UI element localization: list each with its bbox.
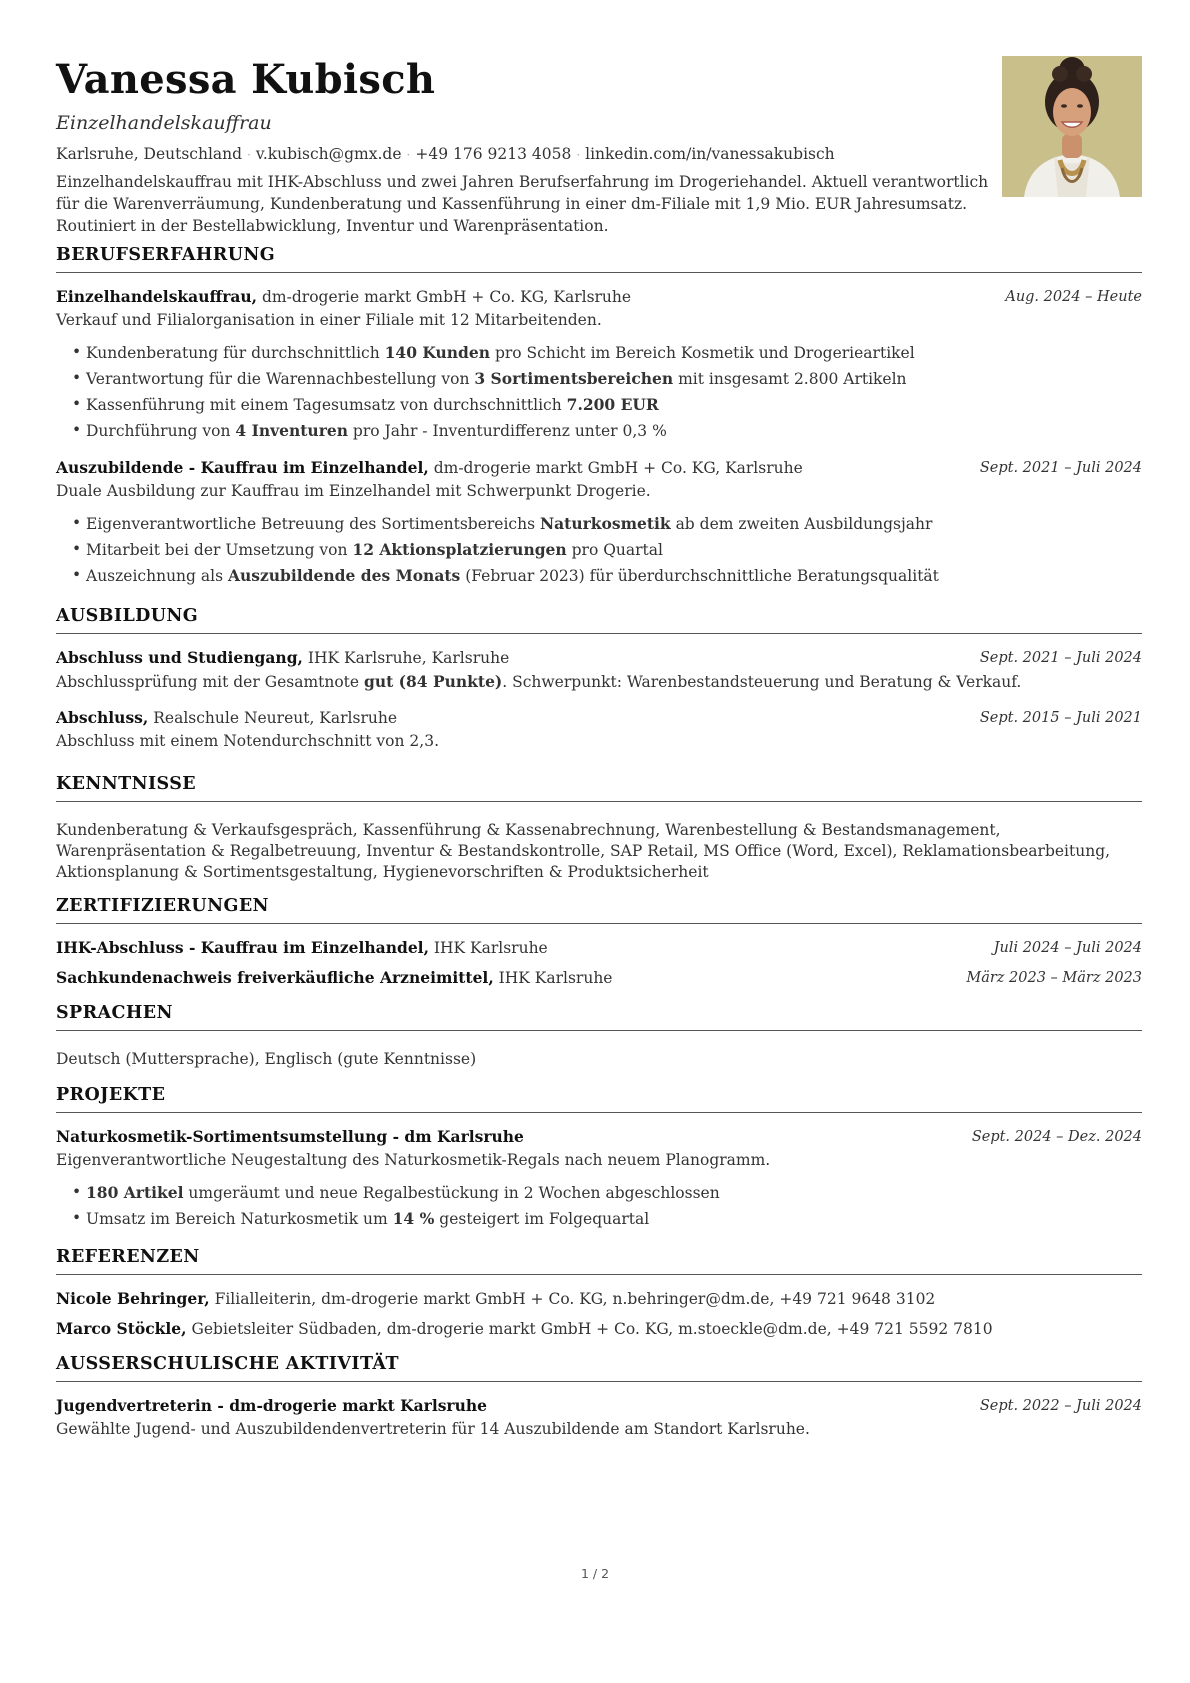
project-entry (56, 1125, 1142, 1232)
entry-organization: IHK Karlsruhe (493, 969, 613, 987)
bullet-highlight: 4 Inventuren (235, 421, 348, 440)
entry-role: Jugendvertreterin - dm-drogerie markt Karlsruhe (56, 1396, 487, 1415)
reference-name: Nicole Behringer, (56, 1289, 210, 1308)
profile-summary: Einzelhandelskauffrau mit IHK-Abschluss und zwei Jahren Berufserfahrung im Drogeriehandel. Aktuell verantwortlich für die Warenverräumung, Kundenberatung und Kassenführung in einer dm-Filiale mit 1,9 Mio. EUR Jahresumsatz. Routiniert in der Bestellabwicklung, Inventur und Warenpräsentation. (56, 173, 989, 235)
entry-heading (56, 936, 1142, 960)
bullet-list (56, 340, 1142, 444)
bullet-text: Eigenverantwortliche Betreuung des Sortimentsbereichs (86, 515, 540, 533)
entry-role: Auszubildende - Kauffrau im Einzelhandel, (56, 458, 429, 477)
bullet-text: (Februar 2023) für überdurchschnittliche Beratungsqualität (460, 567, 939, 585)
entry-organization: dm-drogerie markt GmbH + Co. KG, Karlsruhe (428, 459, 803, 477)
bullet-item (86, 366, 1142, 392)
entry-date: Sept. 2015 – Juli 2021 (979, 710, 1142, 726)
section-title: PROJEKTE (56, 1082, 1142, 1113)
certification-entry (56, 936, 1142, 960)
bullet-highlight: Auszubildende des Monats (227, 566, 461, 585)
bullet-item (86, 392, 1142, 418)
section-experience (56, 242, 1142, 589)
bullet-text: Durchführung von (86, 422, 236, 440)
education-entry (56, 706, 1142, 753)
description-text: . Schwerpunkt: Warenbestandsteuerung und Beratung & Verkauf. (502, 673, 1022, 691)
entry-description (56, 670, 1142, 694)
bullet-text: Verantwortung für die Warennachbestellung von (86, 370, 475, 388)
section-title: KENNTNISSE (56, 771, 1142, 802)
section-references (56, 1244, 1142, 1341)
entry-organization: IHK Karlsruhe, Karlsruhe (302, 649, 510, 667)
entry-role: Einzelhandelskauffrau, (56, 287, 258, 306)
resume-header (56, 52, 1142, 242)
reference-entry (56, 1317, 1142, 1341)
entry-description: Eigenverantwortliche Neugestaltung des Naturkosmetik-Regals nach neuem Planogramm. (56, 1151, 771, 1169)
bullet-highlight: Naturkosmetik (539, 514, 671, 533)
section-activities (56, 1351, 1142, 1441)
section-title: AUSSERSCHULISCHE AKTIVITÄT (56, 1351, 1142, 1382)
bullet-text: pro Quartal (566, 541, 663, 559)
profile-photo (1002, 56, 1142, 197)
bullet-item (86, 418, 1142, 444)
bullet-item (86, 1180, 1142, 1206)
section-title: SPRACHEN (56, 1000, 1142, 1031)
bullet-highlight: 180 Artikel (86, 1183, 184, 1202)
separator-dot: · (247, 148, 251, 162)
portrait-icon (1002, 56, 1142, 197)
entry-description: Abschluss mit einem Notendurchschnitt von 2,3. (56, 732, 440, 750)
section-education (56, 603, 1142, 753)
entry-date: Sept. 2024 – Dez. 2024 (971, 1129, 1142, 1145)
bullet-item (86, 563, 1142, 589)
bullet-list (56, 511, 1142, 589)
entry-role: IHK-Abschluss - Kauffrau im Einzelhandel, (56, 938, 429, 957)
bullet-item (86, 1206, 1142, 1232)
entry-description: Duale Ausbildung zur Kauffrau im Einzelhandel mit Schwerpunkt Drogerie. (56, 482, 651, 500)
entry-date: Sept. 2022 – Juli 2024 (979, 1398, 1142, 1414)
section-certifications (56, 893, 1142, 990)
entry-role: Abschluss und Studiengang, (56, 648, 303, 667)
section-languages (56, 1000, 1142, 1070)
bullet-text: Kassenführung mit einem Tagesumsatz von durchschnittlich (86, 396, 567, 414)
bullet-text: mit insgesamt 2.800 Artikeln (673, 370, 907, 388)
entry-role: Sachkundenachweis freiverkäufliche Arzneimittel, (56, 968, 494, 987)
person-name: Vanessa Kubisch (56, 56, 436, 103)
section-projects (56, 1082, 1142, 1232)
bullet-text: Kundenberatung für durchschnittlich (86, 344, 385, 362)
certification-entry (56, 966, 1142, 990)
bullet-text: umgeräumt und neue Regalbestückung in 2 Wochen abgeschlossen (183, 1184, 720, 1202)
description-text: Abschlussprüfung mit der Gesamtnote (56, 673, 365, 691)
contact-line (56, 142, 1142, 167)
entry-description: Verkauf und Filialorganisation in einer Filiale mit 12 Mitarbeitenden. (56, 311, 602, 329)
education-entry (56, 646, 1142, 694)
bullet-text: pro Schicht im Bereich Kosmetik und Drogerieartikel (490, 344, 915, 362)
bullet-text: Mitarbeit bei der Umsetzung von (86, 541, 353, 559)
separator-dot: · (406, 148, 411, 162)
reference-name: Marco Stöckle, (56, 1319, 187, 1338)
entry-organization: Realschule Neureut, Karlsruhe (148, 709, 397, 727)
bullet-highlight: 3 Sortimentsbereichen (474, 369, 674, 388)
activity-entry (56, 1394, 1142, 1441)
person-headline: Einzelhandelskauffrau (56, 112, 272, 134)
section-title: AUSBILDUNG (56, 603, 1142, 634)
bullet-highlight: 7.200 EUR (566, 395, 659, 414)
entry-heading (56, 285, 1142, 309)
separator-dot: · (576, 148, 581, 162)
bullet-text: Auszeichnung als (86, 567, 228, 585)
contact-linkedin[interactable]: linkedin.com/in/vanessakubisch (585, 145, 835, 163)
bullet-list (56, 1180, 1142, 1232)
entry-role: Abschluss, (56, 708, 149, 727)
contact-phone[interactable]: +49 176 9213 4058 (415, 145, 572, 163)
section-title: BERUFSERFAHRUNG (56, 242, 1142, 273)
bullet-item (86, 511, 1142, 537)
bullet-text: pro Jahr - Inventurdifferenz unter 0,3 % (348, 422, 667, 440)
reference-detail: Filialleiterin, dm-drogerie markt GmbH + Co. KG, n.behringer@dm.de, +49 721 9648 3102 (209, 1290, 936, 1308)
entry-heading (56, 1287, 1142, 1311)
contact-email[interactable]: v.kubisch@gmx.de (255, 145, 402, 163)
section-title: REFERENZEN (56, 1244, 1142, 1275)
bullet-text: gesteigert im Folgequartal (434, 1210, 650, 1228)
entry-heading (56, 1317, 1142, 1341)
entry-date: Juli 2024 – Juli 2024 (993, 940, 1142, 956)
entry-description: Gewählte Jugend- und Auszubildendenvertreterin für 14 Auszubildende am Standort Karlsruhe. (56, 1420, 810, 1438)
section-title: ZERTIFIZIERUNGEN (56, 893, 1142, 924)
reference-entry (56, 1287, 1142, 1311)
reference-detail: Gebietsleiter Südbaden, dm-drogerie markt GmbH + Co. KG, m.stoeckle@dm.de, +49 721 5592 7810 (186, 1320, 993, 1338)
bullet-highlight: 140 Kunden (384, 343, 491, 362)
entry-organization: IHK Karlsruhe (428, 939, 548, 957)
entry-role: Naturkosmetik-Sortimentsumstellung - dm Karlsruhe (56, 1127, 524, 1146)
page-number: 1 / 2 (580, 1566, 610, 1581)
bullet-item (86, 340, 1142, 366)
description-highlight: gut (84 Punkte) (364, 672, 503, 691)
skills-text: Kundenberatung & Verkaufsgespräch, Kassenführung & Kassenabrechnung, Warenbestellung & Bestandsmanagement, Warenpräsentation & Regalbetreuung, Inventur & Bestandskontrolle, SAP Retail, MS Office (Word, Excel), Reklamationsbearbeitung, Aktionsplanung & Sortimentsgestaltung, Hygienevorschriften & Produktsicherheit (56, 821, 1111, 881)
resume-page (56, 52, 1142, 1441)
entry-organization: dm-drogerie markt GmbH + Co. KG, Karlsruhe (257, 288, 632, 306)
contact-location: Karlsruhe, Deutschland (56, 145, 243, 163)
experience-entry (56, 285, 1142, 444)
experience-entry (56, 456, 1142, 589)
bullet-highlight: 14 % (392, 1209, 435, 1228)
bullet-highlight: 12 Aktionsplatzierungen (352, 540, 567, 559)
entry-date: März 2023 – März 2023 (966, 970, 1142, 986)
section-skills (56, 771, 1142, 883)
bullet-item (86, 537, 1142, 563)
bullet-text: ab dem zweiten Ausbildungsjahr (670, 515, 933, 533)
languages-text: Deutsch (Muttersprache), Englisch (gute Kenntnisse) (56, 1050, 477, 1068)
entry-date: Aug. 2024 – Heute (1005, 289, 1142, 305)
entry-date: Sept. 2021 – Juli 2024 (979, 650, 1142, 666)
bullet-text: Umsatz im Bereich Naturkosmetik um (86, 1210, 393, 1228)
entry-date: Sept. 2021 – Juli 2024 (979, 460, 1142, 476)
